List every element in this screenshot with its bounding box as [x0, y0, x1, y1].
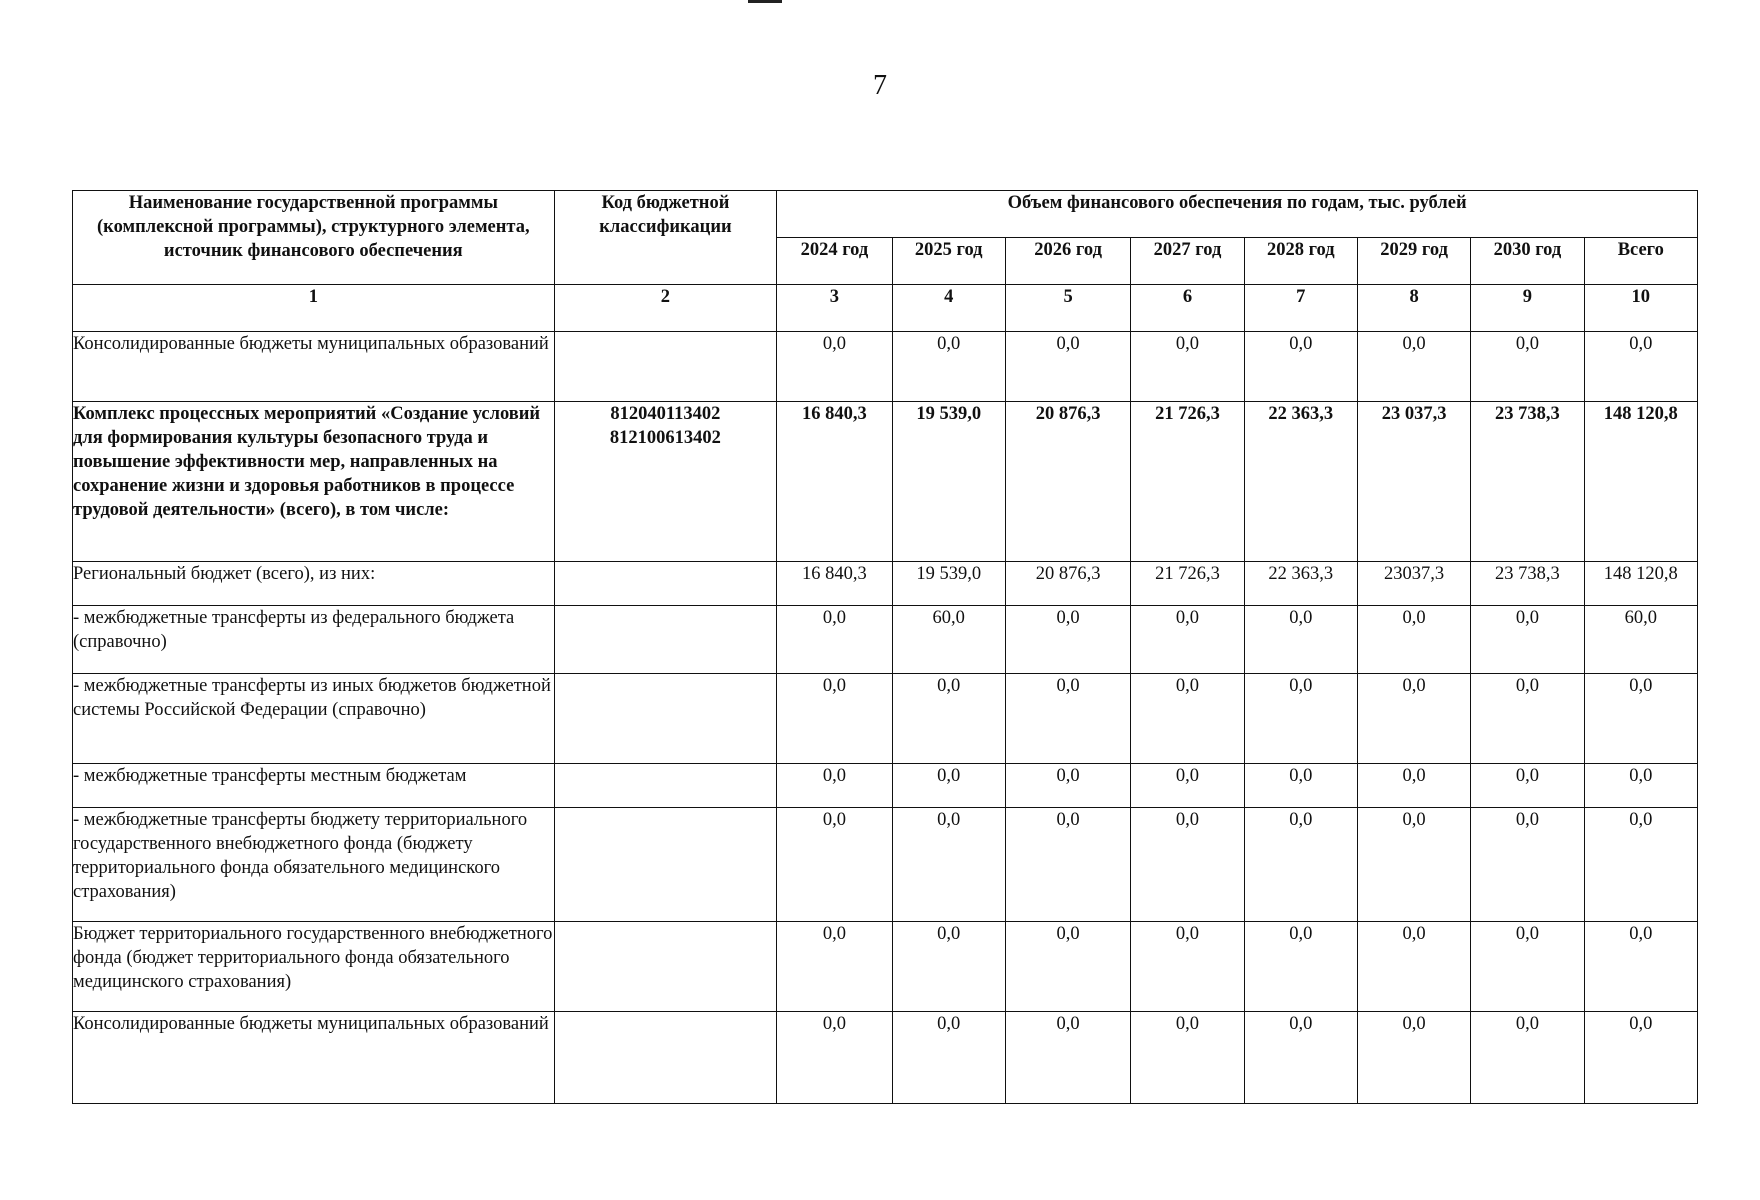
row-year-value: 0,0	[1005, 674, 1130, 764]
header-name-column: Наименование государственной программы (комплексной программы), структурного элемента, источник финансового обеспечения	[73, 191, 555, 285]
row-year-value: 0,0	[1471, 674, 1584, 764]
row-total-value: 0,0	[1584, 332, 1697, 402]
row-year-value: 0,0	[1471, 332, 1584, 402]
header-year-2027: 2027 год	[1131, 238, 1244, 285]
row-year-value: 0,0	[1244, 674, 1357, 764]
column-number: 9	[1471, 285, 1584, 332]
row-budget-code	[554, 332, 777, 402]
row-year-value: 0,0	[1357, 606, 1470, 674]
header-year-2029: 2029 год	[1357, 238, 1470, 285]
row-year-value: 0,0	[1005, 1012, 1130, 1104]
row-year-value: 21 726,3	[1131, 402, 1244, 562]
table-row	[73, 922, 1698, 1012]
column-number: 10	[1584, 285, 1697, 332]
row-year-value: 0,0	[892, 332, 1005, 402]
column-number: 1	[73, 285, 555, 332]
row-year-value: 0,0	[1471, 922, 1584, 1012]
table-row	[73, 764, 1698, 808]
row-total-value: 0,0	[1584, 674, 1697, 764]
row-total-value: 148 120,8	[1584, 402, 1697, 562]
row-year-value: 0,0	[1244, 606, 1357, 674]
row-year-value: 60,0	[892, 606, 1005, 674]
row-total-value: 60,0	[1584, 606, 1697, 674]
header-financing-group: Объем финансового обеспечения по годам, тыс. рублей	[777, 191, 1698, 238]
row-year-value: 0,0	[1131, 922, 1244, 1012]
row-year-value: 0,0	[1005, 764, 1130, 808]
row-name: - межбюджетные трансферты из иных бюджетов бюджетной системы Российской Федерации (справочно)	[73, 674, 555, 764]
row-year-value: 20 876,3	[1005, 402, 1130, 562]
row-year-value: 20 876,3	[1005, 562, 1130, 606]
row-budget-code	[554, 922, 777, 1012]
table-row	[73, 1012, 1698, 1104]
row-total-value: 0,0	[1584, 764, 1697, 808]
row-year-value: 23 738,3	[1471, 402, 1584, 562]
row-year-value: 0,0	[1357, 922, 1470, 1012]
row-budget-code	[554, 764, 777, 808]
row-name: - межбюджетные трансферты бюджету территориального государственного внебюджетного фонда (бюджету территориального фонда обязательного медицинского страхования)	[73, 808, 555, 922]
table-row	[73, 402, 1698, 562]
row-year-value: 0,0	[1131, 808, 1244, 922]
row-year-value: 0,0	[1471, 808, 1584, 922]
header-year-2026: 2026 год	[1005, 238, 1130, 285]
row-year-value: 0,0	[1244, 808, 1357, 922]
table-row	[73, 606, 1698, 674]
row-budget-code	[554, 562, 777, 606]
header-year-2028: 2028 год	[1244, 238, 1357, 285]
row-year-value: 0,0	[777, 606, 892, 674]
row-year-value: 0,0	[1471, 1012, 1584, 1104]
row-year-value: 0,0	[1131, 1012, 1244, 1104]
column-number: 5	[1005, 285, 1130, 332]
row-year-value: 0,0	[777, 674, 892, 764]
page-top-mark	[748, 0, 782, 3]
row-year-value: 0,0	[1471, 764, 1584, 808]
row-year-value: 0,0	[892, 764, 1005, 808]
row-year-value: 0,0	[1131, 674, 1244, 764]
row-year-value: 0,0	[892, 808, 1005, 922]
column-number: 4	[892, 285, 1005, 332]
row-budget-code	[554, 1012, 777, 1104]
table-body	[73, 332, 1698, 1104]
row-budget-code	[554, 674, 777, 764]
page-number: 7	[873, 70, 887, 101]
table-row	[73, 562, 1698, 606]
table-row	[73, 808, 1698, 922]
row-year-value: 21 726,3	[1131, 562, 1244, 606]
header-code-column: Код бюджетной классификации	[554, 191, 777, 285]
row-budget-code	[554, 402, 777, 562]
row-year-value: 19 539,0	[892, 562, 1005, 606]
row-year-value: 23 738,3	[1471, 562, 1584, 606]
header-year-2024: 2024 год	[777, 238, 892, 285]
row-year-value: 0,0	[892, 1012, 1005, 1104]
row-year-value: 16 840,3	[777, 402, 892, 562]
row-budget-code	[554, 606, 777, 674]
row-name: - межбюджетные трансферты из федерального бюджета (справочно)	[73, 606, 555, 674]
row-year-value: 0,0	[1357, 764, 1470, 808]
row-year-value: 23037,3	[1357, 562, 1470, 606]
row-year-value: 19 539,0	[892, 402, 1005, 562]
row-year-value: 0,0	[1244, 1012, 1357, 1104]
budget-code: 812040113402	[610, 404, 721, 424]
row-budget-code	[554, 808, 777, 922]
budget-code: 812100613402	[609, 428, 721, 449]
row-year-value: 22 363,3	[1244, 562, 1357, 606]
row-year-value: 0,0	[1357, 808, 1470, 922]
row-name: Бюджет территориального государственного внебюджетного фонда (бюджет территориального фонда обязательного медицинского страхования)	[73, 922, 555, 1012]
row-year-value: 0,0	[777, 764, 892, 808]
row-name: Консолидированные бюджеты муниципальных образований	[73, 332, 555, 402]
row-year-value: 0,0	[1005, 606, 1130, 674]
row-year-value: 0,0	[777, 332, 892, 402]
row-year-value: 0,0	[1131, 332, 1244, 402]
row-year-value: 0,0	[1471, 606, 1584, 674]
row-year-value: 23 037,3	[1357, 402, 1470, 562]
column-number: 3	[777, 285, 892, 332]
row-year-value: 0,0	[1357, 1012, 1470, 1104]
row-total-value: 148 120,8	[1584, 562, 1697, 606]
row-name: - межбюджетные трансферты местным бюджетам	[73, 764, 555, 808]
column-number: 8	[1357, 285, 1470, 332]
column-number: 7	[1244, 285, 1357, 332]
row-total-value: 0,0	[1584, 808, 1697, 922]
financing-table	[72, 190, 1698, 1104]
row-total-value: 0,0	[1584, 922, 1697, 1012]
row-name: Региональный бюджет (всего), из них:	[73, 562, 555, 606]
table-row	[73, 332, 1698, 402]
row-year-value: 0,0	[1244, 332, 1357, 402]
row-year-value: 0,0	[1131, 764, 1244, 808]
row-year-value: 0,0	[1357, 674, 1470, 764]
column-number: 6	[1131, 285, 1244, 332]
row-year-value: 22 363,3	[1244, 402, 1357, 562]
row-name: Консолидированные бюджеты муниципальных образований	[73, 1012, 555, 1104]
header-year-2030: 2030 год	[1471, 238, 1584, 285]
header-total: Всего	[1584, 238, 1697, 285]
row-year-value: 0,0	[777, 922, 892, 1012]
row-year-value: 0,0	[892, 922, 1005, 1012]
row-year-value: 0,0	[1131, 606, 1244, 674]
row-year-value: 0,0	[1357, 332, 1470, 402]
row-year-value: 0,0	[1005, 332, 1130, 402]
row-year-value: 16 840,3	[777, 562, 892, 606]
row-year-value: 0,0	[1244, 922, 1357, 1012]
row-year-value: 0,0	[892, 674, 1005, 764]
row-year-value: 0,0	[1244, 764, 1357, 808]
row-year-value: 0,0	[777, 1012, 892, 1104]
row-year-value: 0,0	[1005, 922, 1130, 1012]
row-year-value: 0,0	[1005, 808, 1130, 922]
table-row	[73, 674, 1698, 764]
header-year-2025: 2025 год	[892, 238, 1005, 285]
row-total-value: 0,0	[1584, 1012, 1697, 1104]
column-number: 2	[554, 285, 777, 332]
row-year-value: 0,0	[777, 808, 892, 922]
row-name: Комплекс процессных мероприятий «Создание условий для формирования культуры безопасного труда и повышение эффективности мер, направленных на сохранение жизни и здоровья работников в процессе трудовой деятельности» (всего), в том числе:	[73, 402, 555, 562]
